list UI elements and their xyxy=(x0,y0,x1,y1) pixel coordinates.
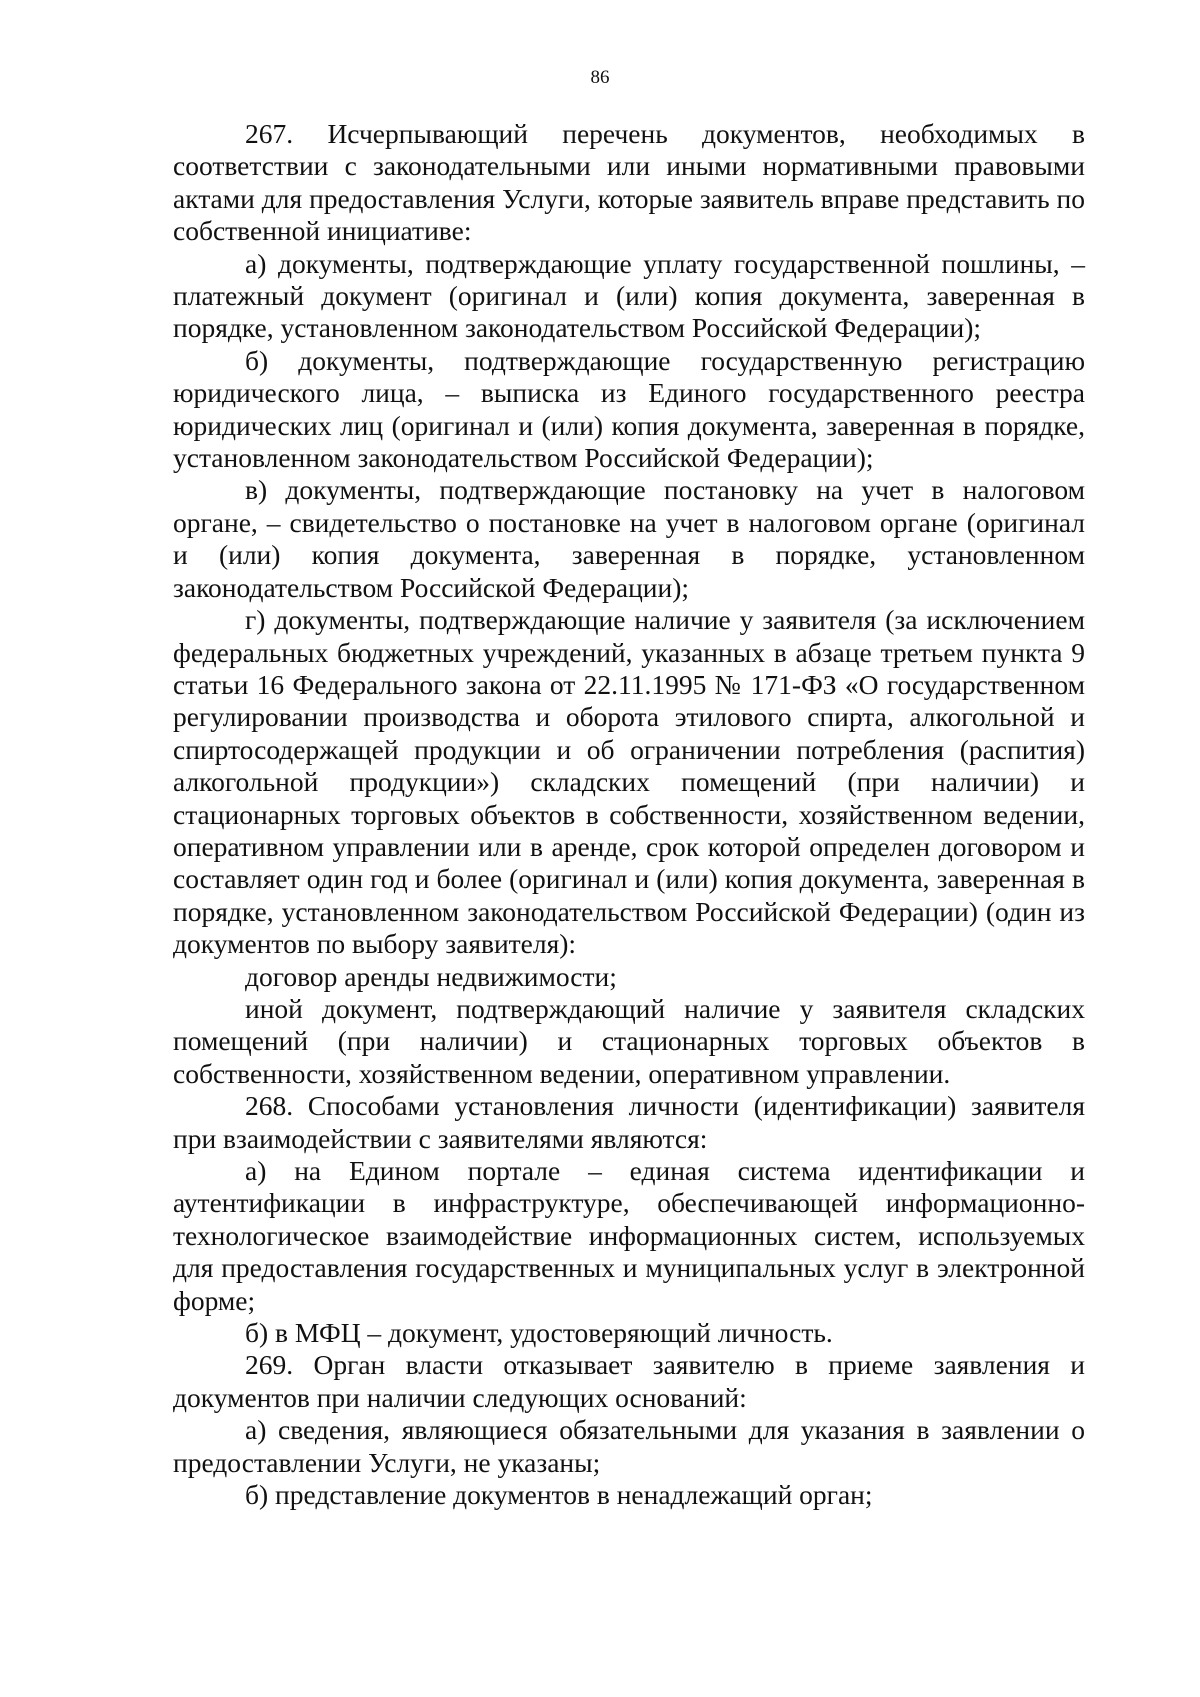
list-item-268-b: б) в МФЦ – документ, удостоверяющий личность. xyxy=(245,1317,833,1349)
paragraph-269: 269. Орган власти отказывает заявителю в приеме заявления и документов при наличии следующих оснований: xyxy=(173,1349,1085,1413)
document-option-lease: договор аренды недвижимости; xyxy=(245,960,617,992)
document-option-other: иной документ, подтверждающий наличие у заявителя складских помещений (при наличии) и стационарных торговых объектов в собственности, хозяйственном ведении, оперативном управлении. xyxy=(173,992,1085,1089)
paragraph-267: 267. Исчерпывающий перечень документов, необходимых в соответствии с законодательными или иными нормативными правовыми актами для предоставления Услуги, которые заявитель вправе представить по собственной инициативе: xyxy=(173,118,1085,247)
list-item-268-a: а) на Едином портале – единая система идентификации и аутентификации в инфраструктуре, обеспечивающей информационно-технологическое взаимодействие информационных систем, используемых для предоставления государственных и муниципальных услуг в электронной форме; xyxy=(173,1155,1085,1316)
paragraph-268: 268. Способами установления личности (идентификации) заявителя при взаимодействии с заявителями являются: xyxy=(173,1090,1085,1154)
list-item-269-a: а) сведения, являющиеся обязательными для указания в заявлении о предоставлении Услуги, не указаны; xyxy=(173,1414,1085,1478)
page-number: 86 xyxy=(590,67,610,88)
list-item-267-v: в) документы, подтверждающие постановку на учет в налоговом органе, – свидетельство о постановке на учет в налоговом органе (оригинал и (или) копия документа, заверенная в порядке, установленном законодательством Российской Федерации); xyxy=(173,474,1085,603)
list-item-267-b: б) документы, подтверждающие государственную регистрацию юридического лица, – выписка из Единого государственного реестра юридических лиц (оригинал и (или) копия документа, заверенная в порядке, установленном законодательством Российской Федерации); xyxy=(173,344,1085,474)
list-item-269-b: б) представление документов в ненадлежащий орган; xyxy=(245,1479,873,1511)
list-item-267-a: а) документы, подтверждающие уплату государственной пошлины, – платежный документ (оригинал и (или) копия документа, заверенная в порядке, установленном законодательством Российской Федерации); xyxy=(173,247,1085,344)
document-body xyxy=(173,118,1085,1511)
list-item-267-g: г) документы, подтверждающие наличие у заявителя (за исключением федеральных бюджетных учреждений, указанных в абзаце третьем пункта 9 статьи 16 Федерального закона от 22.11.1995 № 171-ФЗ «О государственном регулировании производства и оборота этилового спирта, алкогольной и спиртосодержащей продукции и об ограничении потребления (распития) алкогольной продукции») складских помещений (при наличии) и стационарных торговых объектов в собственности, хозяйственном ведении, оперативном управлении или в аренде, срок которой определен договором и составляет один год и более (оригинал и (или) копия документа, заверенная в порядке, установленном законодательством Российской Федерации) (один из документов по выбору заявителя): xyxy=(173,604,1085,960)
